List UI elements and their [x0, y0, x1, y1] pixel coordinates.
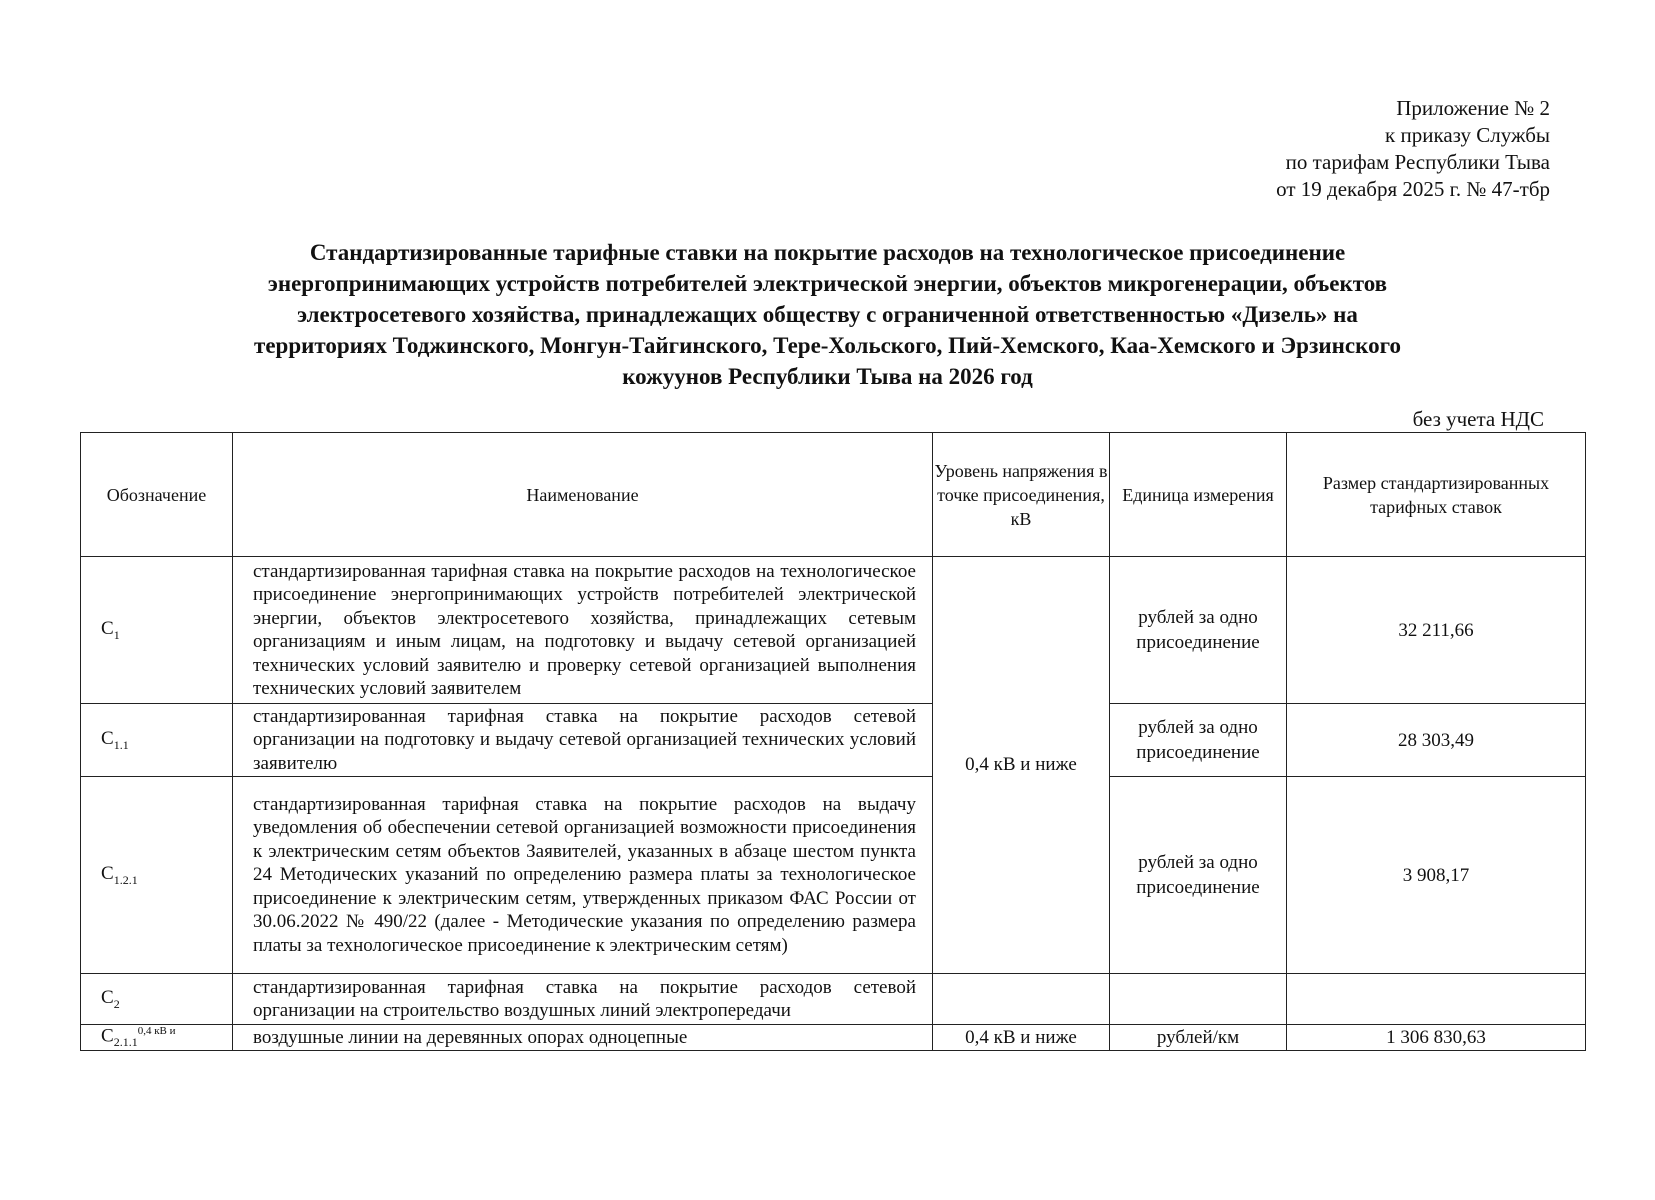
row-name: стандартизированная тарифная ставка на покрытие расходов на выдачу уведомления об обеспечении сетевой организацией возможности присоединения к электрическим сетям объектов Заявителей, указанных в абзаце шестом пункта 24 Методических указаний по определению размера платы за технологическое присоединение к электрическим сетям, утвержденных приказом ФАС России от 30.06.2022 № 490/22 (далее - Методические указания по определению размера платы за технологическое присоединение к электрическим сетям)	[233, 777, 933, 974]
row-rate: 1 306 830,63	[1287, 1025, 1586, 1051]
appendix-line: по тарифам Республики Тыва	[1285, 150, 1550, 174]
row-name: стандартизированная тарифная ставка на покрытие расходов на технологическое присоединение энергопринимающих устройств потребителей электрической энергии, объектов электросетевого хозяйства, принадлежащих сетевым организациям и иным лицам, на подготовку и выдачу сетевой организацией технических условий заявителю и проверку сетевой организацией выполнения технических условий заявителем	[233, 557, 933, 704]
appendix-line: от 19 декабря 2025 г. № 47-тбр	[1276, 177, 1550, 201]
title-line: Стандартизированные тарифные ставки на покрытие расходов на технологическое присоединение	[309, 240, 1346, 265]
row-unit: рублей за одно присоединение	[1110, 557, 1287, 704]
row-rate: 3 908,17	[1287, 777, 1586, 974]
row-voltage: 0,4 кВ и ниже	[933, 1025, 1110, 1051]
row-name: воздушные линии на деревянных опорах одноцепные	[233, 1025, 933, 1051]
title-line: электросетевого хозяйства, принадлежащих обществу с ограниченной ответственностью «Дизель» на	[297, 302, 1358, 327]
tariff-table	[80, 432, 1586, 1051]
appendix-line: к приказу Службы	[1385, 123, 1550, 147]
header-code: Обозначение	[81, 433, 233, 557]
table-row	[81, 557, 1586, 704]
row-rate: 32 211,66	[1287, 557, 1586, 704]
row-unit: рублей за одно присоединение	[1110, 777, 1287, 974]
table-row	[81, 704, 1586, 777]
header-unit: Единица измерения	[1110, 433, 1287, 557]
row-rate: 28 303,49	[1287, 704, 1586, 777]
row-name: стандартизированная тарифная ставка на покрытие расходов сетевой организации на подготовку и выдачу сетевой организацией технических условий заявителю	[233, 704, 933, 777]
merged-voltage-cell: 0,4 кВ и ниже	[933, 557, 1110, 974]
table-row	[81, 974, 1586, 1025]
appendix-line: Приложение № 2	[1396, 96, 1550, 120]
row-code: $С_{2.1.1}^{0,4 кВ и}$	[81, 1025, 233, 1051]
row-name: стандартизированная тарифная ставка на покрытие расходов сетевой организации на строительство воздушных линий электропередачи	[233, 974, 933, 1025]
row-voltage	[933, 974, 1110, 1025]
row-code: $С_1$	[81, 557, 233, 704]
row-rate	[1287, 974, 1586, 1025]
row-code: $С_{1.1}$	[81, 704, 233, 777]
row-unit: рублей за одно присоединение	[1110, 704, 1287, 777]
row-code: $С_{1.2.1}$	[81, 777, 233, 974]
vat-note: без учета НДС	[1412, 407, 1544, 431]
header-voltage: Уровень напряжения в точке присоединения, кВ	[933, 433, 1110, 557]
title-line: энергопринимающих устройств потребителей электрической энергии, объектов микрогенерации, объектов	[267, 271, 1388, 296]
appendix-block	[1276, 95, 1550, 203]
row-code: $С_2$	[81, 974, 233, 1025]
header-row	[81, 433, 1586, 557]
table-row	[81, 777, 1586, 974]
row-unit: рублей/км	[1110, 1025, 1287, 1051]
table-row	[81, 1025, 1586, 1051]
title-line: территориях Тоджинского, Монгун-Тайгинского, Тере-Хольского, Пий-Хемского, Каа-Хемского и Эрзинского	[254, 333, 1401, 358]
row-unit	[1110, 974, 1287, 1025]
document-title	[80, 237, 1575, 392]
header-name: Наименование	[233, 433, 933, 557]
header-rate: Размер стандартизированных тарифных ставок	[1287, 433, 1586, 557]
title-line: кожуунов Республики Тыва на 2026 год	[622, 364, 1033, 389]
